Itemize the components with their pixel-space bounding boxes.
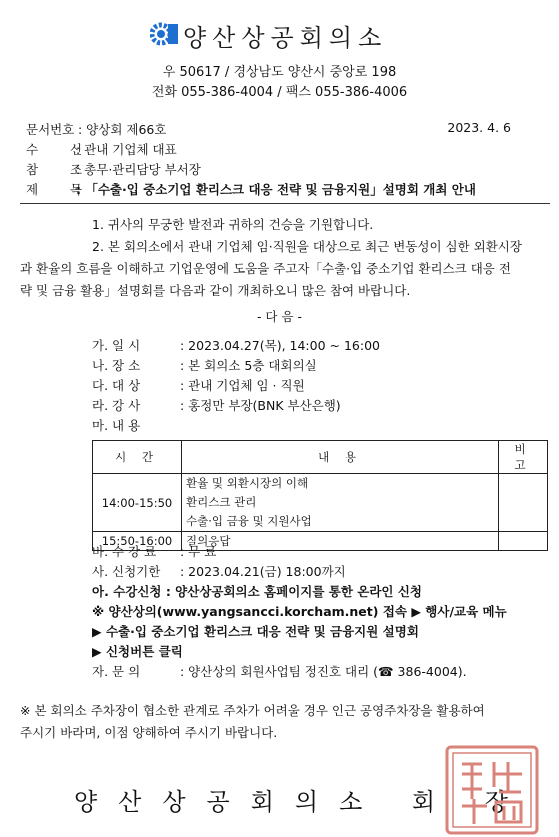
doc-number: : 양상회 제66호 bbox=[78, 122, 167, 137]
item-fee: 바. 수 강 료 : 무 료 bbox=[92, 544, 217, 559]
col-note: 비 고 bbox=[499, 441, 548, 474]
item-target: 다. 대 상 : 관내 기업체 임 · 직원 bbox=[92, 378, 305, 393]
reference: : 총무·관리담당 부서장 bbox=[76, 162, 201, 177]
doc-date: 2023. 4. 6 bbox=[447, 120, 511, 135]
note-cell bbox=[499, 532, 548, 551]
table-row bbox=[93, 474, 548, 532]
contents-cell: 질의응답 bbox=[182, 532, 499, 551]
item-deadline: 사. 신청기한 : 2023.04.21(금) 18:00까지 bbox=[92, 564, 346, 579]
note-cell bbox=[499, 474, 548, 532]
apply-line-4: ▶ 신청버튼 클릭 bbox=[92, 644, 183, 659]
reference-label: 참 조 bbox=[26, 162, 97, 177]
apply-line-1: 아. 수강신청 : 양산상공회의소 홈페이지를 통한 온라인 신청 bbox=[92, 584, 423, 599]
contents-cell: 환율 및 외환시장의 이해 환리스크 관리 수출·입 금융 및 지원사업 bbox=[182, 474, 499, 532]
official-seal-icon bbox=[444, 744, 540, 836]
apply-line-3: ▶ 수출·입 중소기업 환리스크 대응 전략 및 금융지원 설명회 bbox=[92, 624, 419, 639]
doc-number-label: 문서번호 bbox=[26, 122, 75, 137]
closing-signature: 양산상공회의소 회 장 bbox=[74, 788, 529, 816]
org-contact: 전화 055-386-4004 / 팩스 055-386-4006 bbox=[151, 85, 408, 100]
item-contents: 마. 내 용 bbox=[92, 418, 141, 433]
item-date: 가. 일 시 : 2023.04.27(목), 14:00 ~ 16:00 bbox=[92, 338, 380, 353]
col-time: 시 간 bbox=[93, 441, 182, 474]
table-header-row bbox=[93, 441, 548, 474]
parking-notice-line-1: ※ 본 회의소 주차장이 협소한 관계로 주차가 어려울 경우 인근 공영주차장을 활용하여 bbox=[20, 703, 485, 718]
subject: : 「수출·입 중소기업 환리스크 대응 전략 및 금융지원」설명회 개최 안내 bbox=[76, 182, 476, 197]
paragraph-1: 1. 귀사의 무궁한 발전과 귀하의 건승을 기원합니다. bbox=[92, 217, 374, 232]
reference-row bbox=[26, 160, 201, 178]
schedule-table bbox=[92, 440, 548, 551]
item-inquiry: 자. 문 의 : 양산상의 회원사업팀 정진호 대리 (☎ 386-4004). bbox=[92, 664, 467, 679]
col-contents: 내 용 bbox=[182, 441, 499, 474]
item-place: 나. 장 소 : 본 회의소 5층 대회의실 bbox=[92, 358, 317, 373]
subject-row bbox=[26, 180, 476, 198]
recipient-label: 수 신 bbox=[26, 142, 97, 157]
apply-line-2: ※ 양산상의(www.yangsancci.korcham.net) 접속 ▶ 행사/교육 메뉴 bbox=[92, 604, 507, 619]
recipient-row bbox=[26, 140, 177, 158]
doc-number-row bbox=[26, 120, 166, 138]
chamber-logo-icon bbox=[150, 21, 178, 47]
paragraph-2-line-1: 2. 본 회의소에서 관내 기업체 임·직원을 대상으로 최근 변동성이 심한 외환시장 bbox=[92, 239, 522, 254]
divider bbox=[20, 203, 550, 204]
paragraph-2-line-3: 략 및 금융 활용」설명회를 다음과 같이 개최하오니 많은 참여 바랍니다. bbox=[20, 283, 411, 298]
recipient: : 관내 기업체 대표 bbox=[76, 142, 177, 157]
item-speaker: 라. 강 사 : 홍정만 부장(BNK 부산은행) bbox=[92, 398, 341, 413]
parking-notice-line-2: 주시기 바라며, 이점 양해하여 주시기 바랍니다. bbox=[20, 725, 278, 740]
time-cell: 15:50-16:00 bbox=[93, 532, 182, 551]
da-eum-heading: - 다 음 - bbox=[256, 309, 303, 324]
paragraph-2-line-2: 과 환율의 흐름을 이해하고 기업운영에 도움을 주고자「수출·입 중소기업 환리스크 대응 전 bbox=[20, 261, 511, 276]
org-name-title: 양산상공회의소 bbox=[183, 24, 388, 52]
subject-label: 제 목 bbox=[26, 182, 97, 197]
time-cell: 14:00-15:50 bbox=[93, 474, 182, 532]
org-address: 우 50617 / 경상남도 양산시 중앙로 198 bbox=[162, 65, 397, 80]
